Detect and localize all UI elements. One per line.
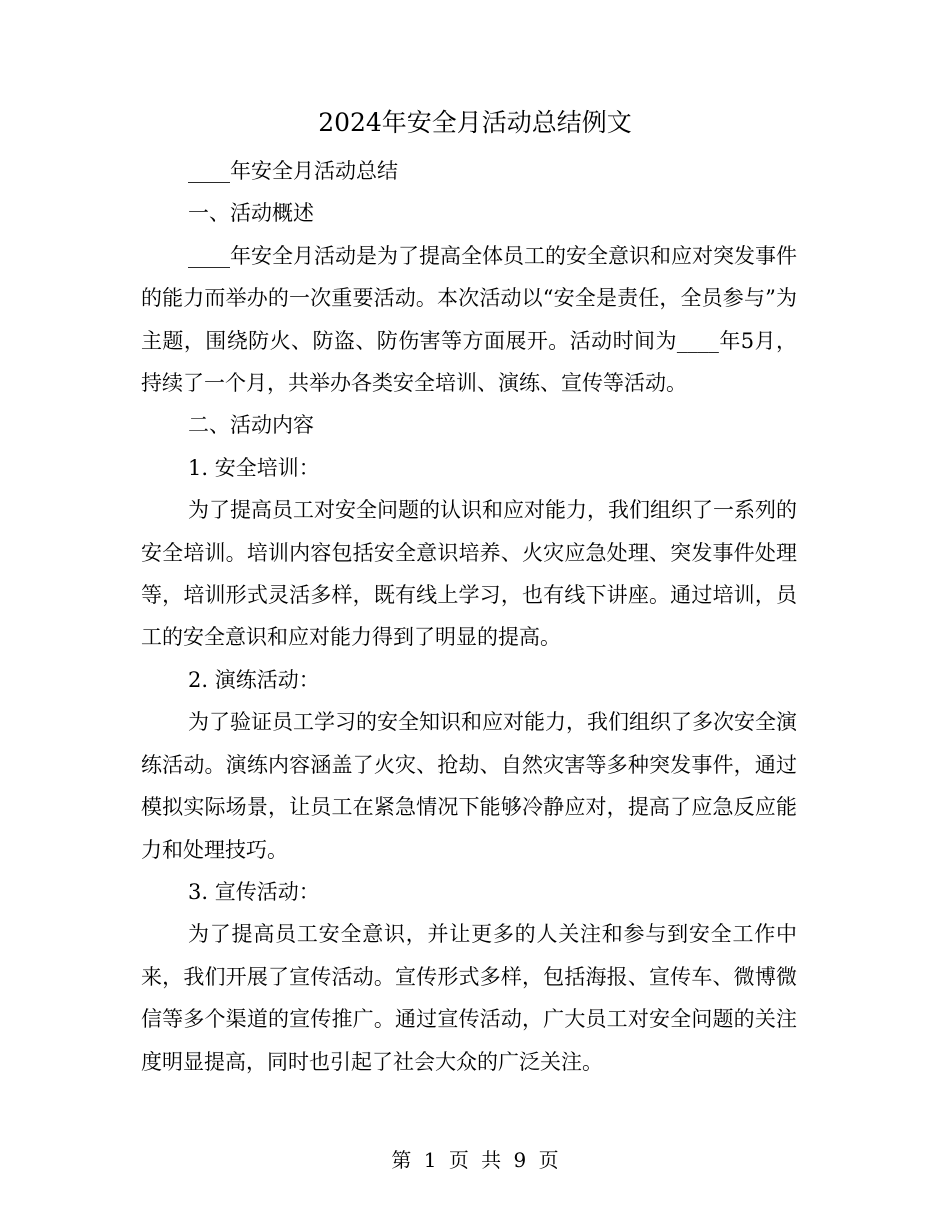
document-title: 2024年安全月活动总结例文 (318, 108, 632, 137)
section-heading-overview: 一、活动概述 (188, 201, 314, 226)
paragraph-publicity: 为了提高员工安全意识，并让更多的人关注和参与到安全工作中来，我们开展了宣传活动。宣传形式多样，包括海报、宣传车、微博微信等多个渠道的宣传推广。通过宣传活动，广大员工对安全问题的关注度明显提高，同时也引起了社会大众的广泛关注。 (141, 922, 797, 1074)
subheading-drills: 2. 演练活动： (188, 667, 320, 692)
subheading-publicity: 3. 宣传活动： (188, 879, 320, 904)
paragraph-training: 为了提高员工对安全问题的认识和应对能力，我们组织了一系列的安全培训。培训内容包括安全意识培养、火灾应急处理、突发事件处理等，培训形式灵活多样，既有线上学习，也有线下讲座。通过培训，员工的安全意识和应对能力得到了明显的提高。 (141, 498, 797, 650)
page-number: 第 1 页 共 9 页 (391, 1148, 559, 1172)
subtitle: ____年安全月活动总结 (188, 159, 398, 183)
paragraph-drills: 为了验证员工学习的安全知识和应对能力，我们组织了多次安全演练活动。演练内容涵盖了火灾、抢劫、自然灾害等多种突发事件，通过模拟实际场景，让员工在紧急情况下能够冷静应对，提高了应急反应能力和处理技巧。 (141, 710, 797, 862)
subheading-training: 1. 安全培训： (188, 455, 320, 480)
document-body (141, 150, 797, 1083)
section-heading-content: 二、活动内容 (188, 413, 314, 438)
paragraph-overview: ____年安全月活动是为了提高全体员工的安全意识和应对突发事件的能力而举办的一次重要活动。本次活动以“安全是责任，全员参与”为主题，围绕防火、防盗、防伤害等方面展开。活动时间为____年5月，持续了一个月，共举办各类安全培训、演练、宣传等活动。 (141, 243, 797, 396)
